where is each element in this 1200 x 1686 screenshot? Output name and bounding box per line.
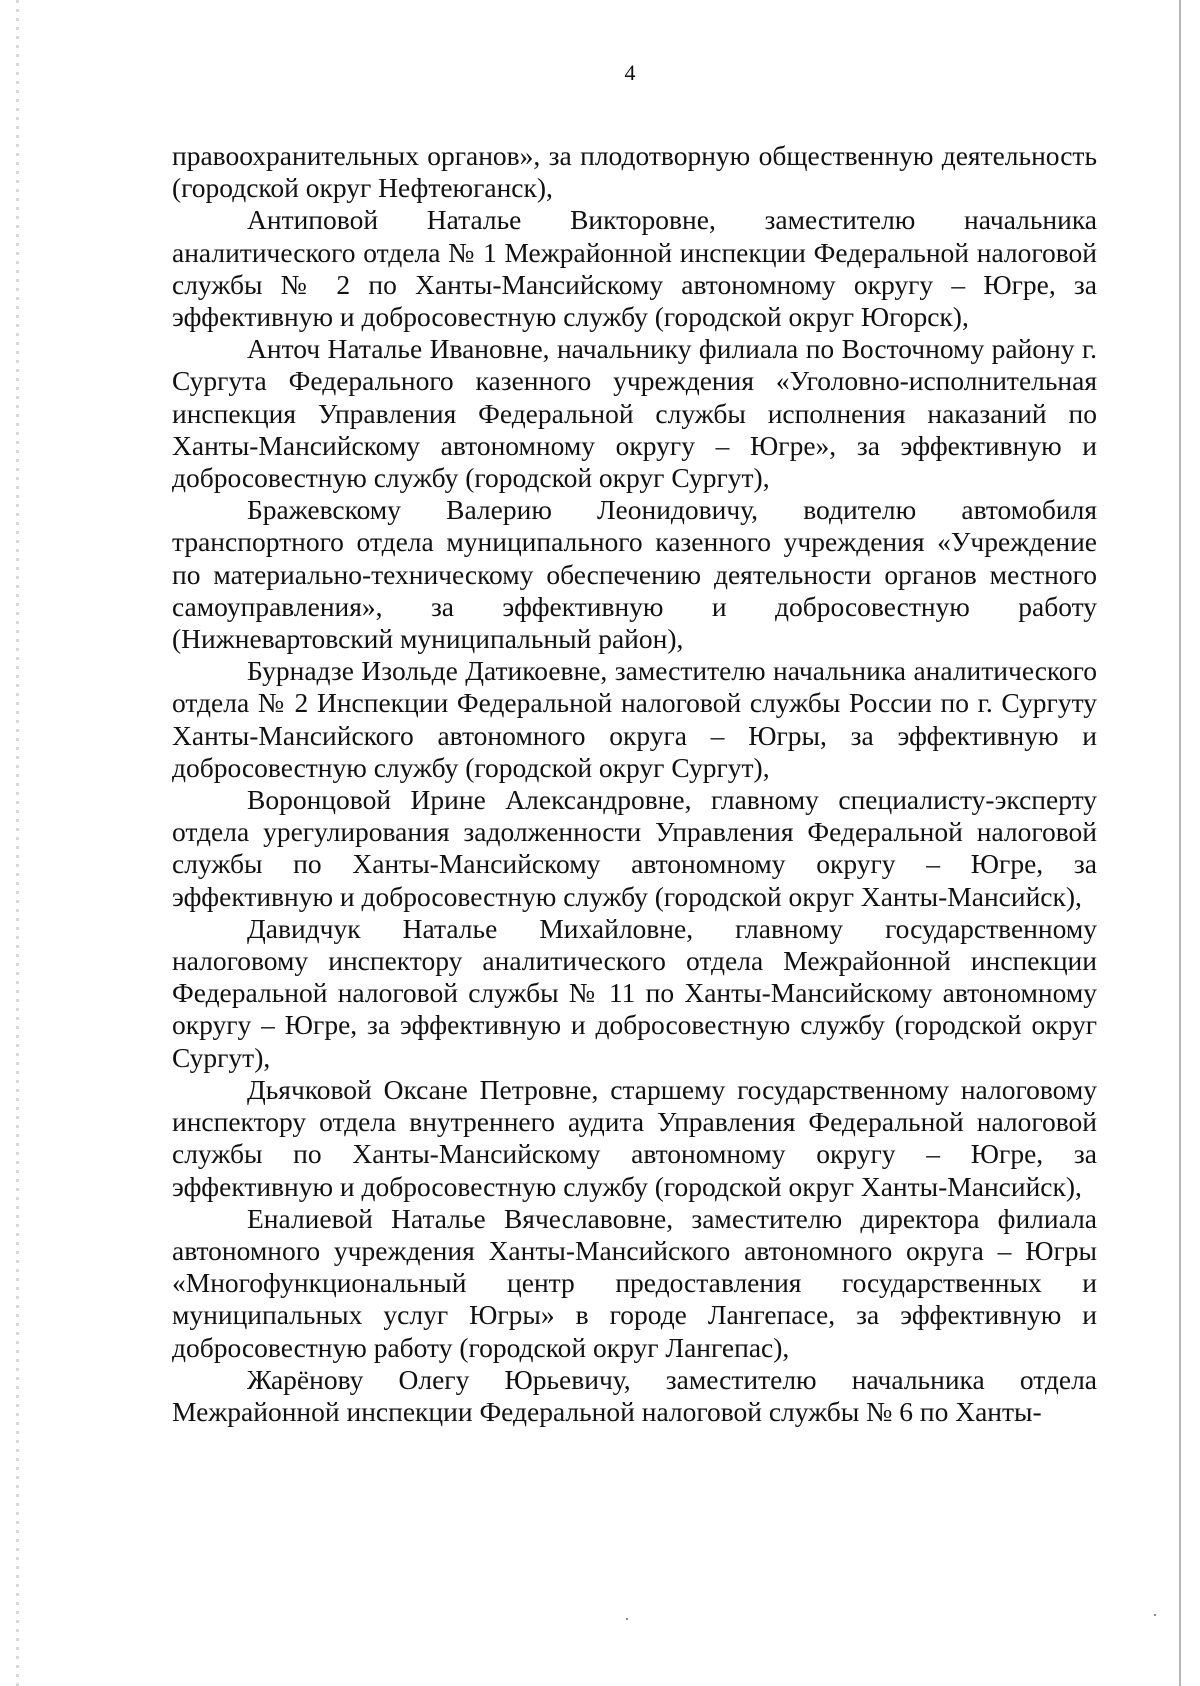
paragraph-7: Давидчук Наталье Михайловне, главному государственному налоговому инспектору аналитического отдела Межрайонной инспекции Федеральной налоговой службы № 11 по Ханты-Мансийскому автономному округу – Югре, за эффективную и добросовестную службу (городской округ Сургут), <box>172 912 1097 1073</box>
paragraph-2: Антиповой Наталье Викторовне, заместителю начальника аналитического отдела № 1 Межрайонной инспекции Федеральной налоговой службы № 2 по Ханты-Мансийскому автономному округу – Югре, за эффективную и добросовестную службу (городской округ Югорск), <box>172 204 1097 333</box>
paragraph-9: Еналиевой Наталье Вячеславовне, заместителю директора филиала автономного учреждения Ханты-Мансийского автономного округа – Югры «Многофункциональный центр предоставления государственных и муниципальных услуг Югры» в городе Лангепасе, за эффективную и добросовестную работу (городской округ Лангепас), <box>172 1202 1097 1363</box>
scan-speck <box>626 1618 628 1620</box>
paragraph-5: Бурнадзе Изольде Датикоевне, заместителю начальника аналитического отдела № 2 Инспекции Федеральной налоговой службы России по г. Сургуту Ханты-Мансийского автономного округа – Югры, за эффективную и добросовестную службу (городской округ Сургут), <box>172 655 1097 783</box>
paragraph-1: правоохранительных органов», за плодотворную общественную деятельность (городской округ Нефтеюганск), <box>172 140 1097 204</box>
paragraph-3: Анточ Наталье Ивановне, начальнику филиала по Восточному району г. Сургута Федерального казенного учреждения «Уголовно-исполнительная инспекция Управления Федеральной службы исполнения наказаний по Ханты-Мансийскому автономному округу – Югре», за эффективную и добросовестную службу (городской округ Сургут), <box>172 333 1097 494</box>
paragraph-4: Бражевскому Валерию Леонидовичу, водителю автомобиля транспортного отдела муниципального казенного учреждения «Учреждение по материально-техническому обеспечению деятельности органов местного самоуправления», за эффективную и добросовестную работу (Нижневартовский муниципальный район), <box>172 494 1097 655</box>
paragraph-6: Воронцовой Ирине Александровне, главному специалисту-эксперту отдела урегулирования задолженности Управления Федеральной налоговой службы по Ханты-Мансийскому автономному округу – Югре, за эффективную и добросовестную службу (городской округ Ханты-Мансийск), <box>172 784 1097 912</box>
document-body <box>172 140 1097 1428</box>
page-number: 4 <box>624 60 636 85</box>
scan-speck <box>1154 1614 1156 1616</box>
scan-edge-left <box>16 0 19 1686</box>
paragraph-8: Дьячковой Оксане Петровне, старшему государственному налоговому инспектору отдела внутреннего аудита Управления Федеральной налоговой службы по Ханты-Мансийскому автономному округу – Югре, за эффективную и добросовестную службу (городской округ Ханты-Мансийск), <box>172 1073 1097 1202</box>
scan-edge-right <box>1179 0 1181 1686</box>
paragraph-10: Жарёнову Олегу Юрьевичу, заместителю начальника отдела Межрайонной инспекции Федеральной налоговой службы № 6 по Ханты- <box>172 1363 1097 1427</box>
